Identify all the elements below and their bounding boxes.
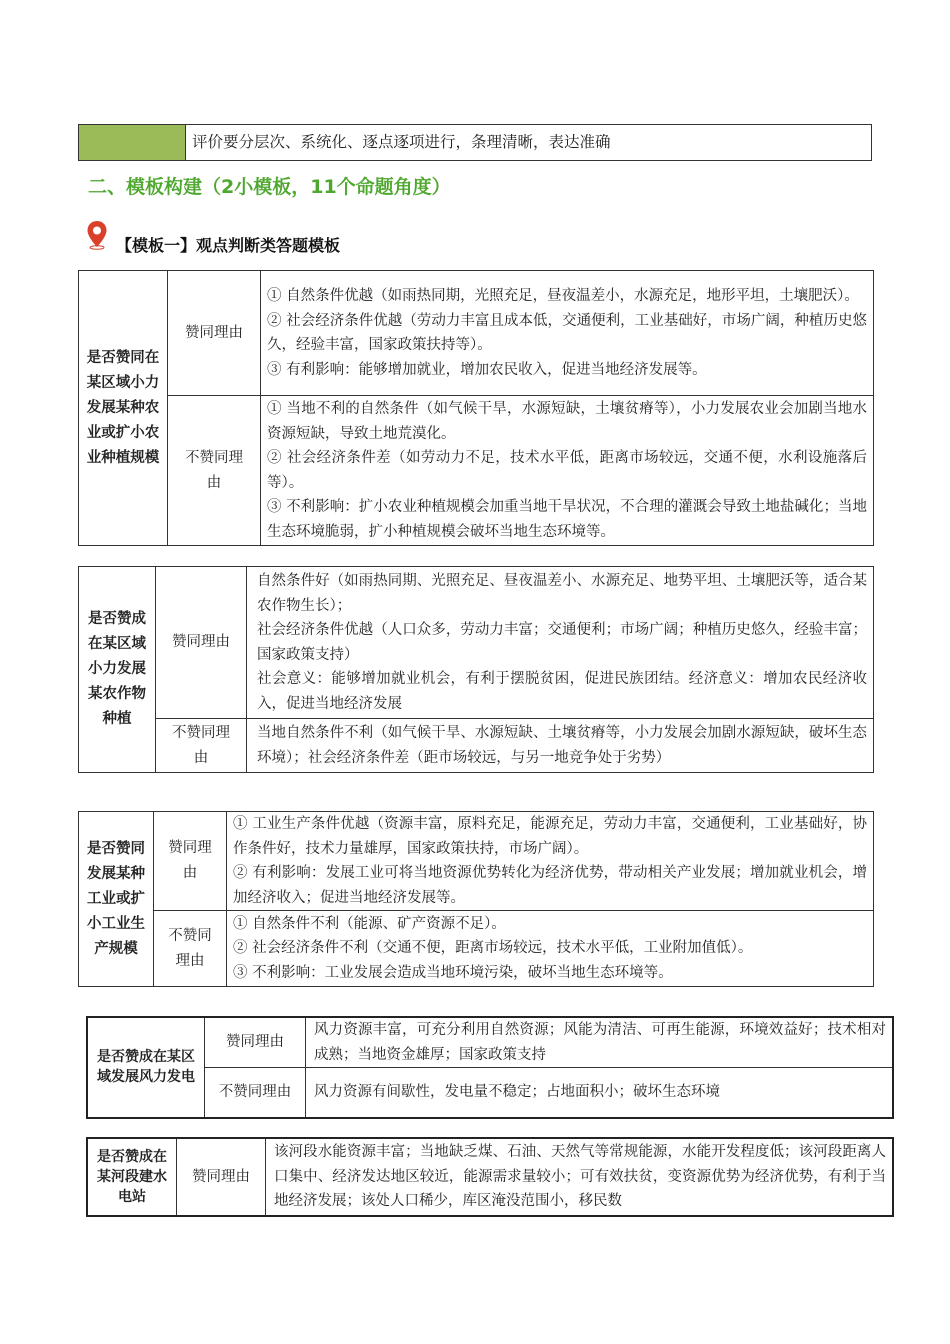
agree-reasons bbox=[247, 567, 874, 719]
reason-line: ③ 有利影响：能够增加就业，增加农民收入，促进当地经济发展等。 bbox=[267, 361, 707, 378]
reason-line: 该河段水能资源丰富；当地缺乏煤、石油、天然气等常规能源，水能开发程度低；该河段距离人口集中、经济发达地区较近，能源需求量较小；可有效扶贫，变资源优势为经济优势，有利于当地经济发展；该处人口稀少，库区淹没范围小，移民数 bbox=[274, 1144, 886, 1210]
reason-line: ② 社会经济条件不利（交通不便，距离市场较远，技术水平低，工业附加值低）。 bbox=[233, 940, 753, 957]
category-cell: 是否赞成在某区域小力发展某农作物种植 bbox=[79, 567, 156, 773]
label-disagree: 不赞同理由 bbox=[205, 1068, 306, 1118]
reason-line: 社会经济条件优越（人口众多，劳动力丰富；交通便利；市场广阔；种植历史悠久，经验丰富；国家政策支持） bbox=[257, 622, 867, 663]
section-heading: 二、模板构建（2小模板，11个命题角度） bbox=[88, 176, 451, 198]
label-disagree: 不赞同理由 bbox=[156, 719, 247, 773]
agree-reasons bbox=[261, 271, 874, 396]
intro-green-cell bbox=[79, 125, 186, 161]
disagree-reasons bbox=[247, 719, 874, 773]
category-cell: 是否赞成在某河段建水电站 bbox=[87, 1138, 177, 1216]
reason-line: ① 当地不利的自然条件（如气候干旱，水源短缺，土壤贫瘠等），小力发展农业会加剧当地水资源短缺，导致土地荒漠化。 bbox=[267, 401, 867, 442]
reason-line: 风力资源丰富，可充分利用自然资源；风能为清洁、可再生能源，环境效益好；技术相对成熟；当地资金雄厚；国家政策支持 bbox=[314, 1022, 886, 1063]
reason-line: ① 自然条件不利（能源、矿产资源不足）。 bbox=[233, 915, 506, 932]
reason-line: 当地自然条件不利（如气候干旱、水源短缺、土壤贫瘠等，小力发展会加剧水源短缺，破坏生态环境）；社会经济条件差（距市场较远，与另一地竞争处于劣势） bbox=[257, 725, 867, 766]
label-agree: 赞同理由 bbox=[177, 1138, 266, 1216]
reason-line: 社会意义：能够增加就业机会，有利于摆脱贫困，促进民族团结。经济意义：增加农民经济收入，促进当地经济发展 bbox=[257, 671, 867, 712]
label-agree: 赞同理由 bbox=[156, 567, 247, 719]
table-wind-power bbox=[86, 1016, 894, 1119]
agree-reasons bbox=[227, 812, 874, 911]
intro-text: 评价要分层次、系统化、逐点逐项进行，条理清晰，表达准确 bbox=[186, 125, 872, 161]
category-cell: 是否赞同在某区域小力发展某种农业或扩小农业种植规模 bbox=[79, 271, 168, 546]
table-crop-planting bbox=[78, 566, 874, 773]
reason-line: ③ 不利影响：扩小农业种植规模会加重当地干旱状况，不合理的灌溉会导致土地盐碱化；当地生态环境脆弱，扩小种植规模会破坏当地生态环境等。 bbox=[267, 499, 867, 540]
reason-line: ② 社会经济条件差（如劳动力不足，技术水平低，距离市场较远，交通不便，水利设施落后等）。 bbox=[267, 450, 867, 491]
table-agriculture-expansion bbox=[78, 270, 874, 546]
table-industry bbox=[78, 811, 874, 987]
location-pin-icon bbox=[86, 220, 108, 250]
disagree-reasons bbox=[227, 911, 874, 987]
disagree-reasons bbox=[261, 396, 874, 546]
table-hydropower bbox=[86, 1137, 894, 1217]
intro-table bbox=[78, 124, 872, 161]
reason-line: ② 有利影响：发展工业可将当地资源优势转化为经济优势，带动相关产业发展；增加就业机会，增加经济收入；促进当地经济发展等。 bbox=[233, 865, 867, 906]
reason-line: 自然条件好（如雨热同期、光照充足、昼夜温差小、水源充足、地势平坦、土壤肥沃等，适合某农作物生长）； bbox=[257, 573, 867, 614]
label-agree: 赞同理由 bbox=[154, 812, 227, 911]
category-cell: 是否赞同发展某种工业或扩小工业生产规模 bbox=[79, 812, 154, 987]
reason-line: ③ 不利影响：工业发展会造成当地环境污染，破坏当地生态环境等。 bbox=[233, 964, 673, 981]
reason-line: ② 社会经济条件优越（劳动力丰富且成本低，交通便利，工业基础好，市场广阔，种植历史悠久，经验丰富，国家政策扶持等）。 bbox=[267, 312, 867, 353]
label-agree: 赞同理由 bbox=[205, 1017, 306, 1068]
agree-reasons bbox=[266, 1138, 894, 1216]
reason-line: ① 工业生产条件优越（资源丰富，原料充足，能源充足，劳动力丰富，交通便利，工业基础好，协作条件好，技术力量雄厚，国家政策扶持，市场广阔）。 bbox=[233, 816, 867, 857]
reason-line: 风力资源有间歇性，发电量不稳定；占地面积小；破坏生态环境 bbox=[314, 1084, 720, 1100]
label-agree: 赞同理由 bbox=[168, 271, 261, 396]
reason-line: ① 自然条件优越（如雨热同期，光照充足，昼夜温差小，水源充足，地形平坦，土壤肥沃）。 bbox=[267, 288, 859, 304]
label-disagree: 不赞同理由 bbox=[154, 911, 227, 987]
template-heading: 【模板一】观点判断类答题模板 bbox=[116, 236, 341, 255]
category-cell: 是否赞成在某区域发展风力发电 bbox=[87, 1017, 205, 1118]
agree-reasons bbox=[306, 1017, 894, 1068]
disagree-reasons bbox=[306, 1068, 894, 1118]
label-disagree: 不赞同理由 bbox=[168, 396, 261, 546]
